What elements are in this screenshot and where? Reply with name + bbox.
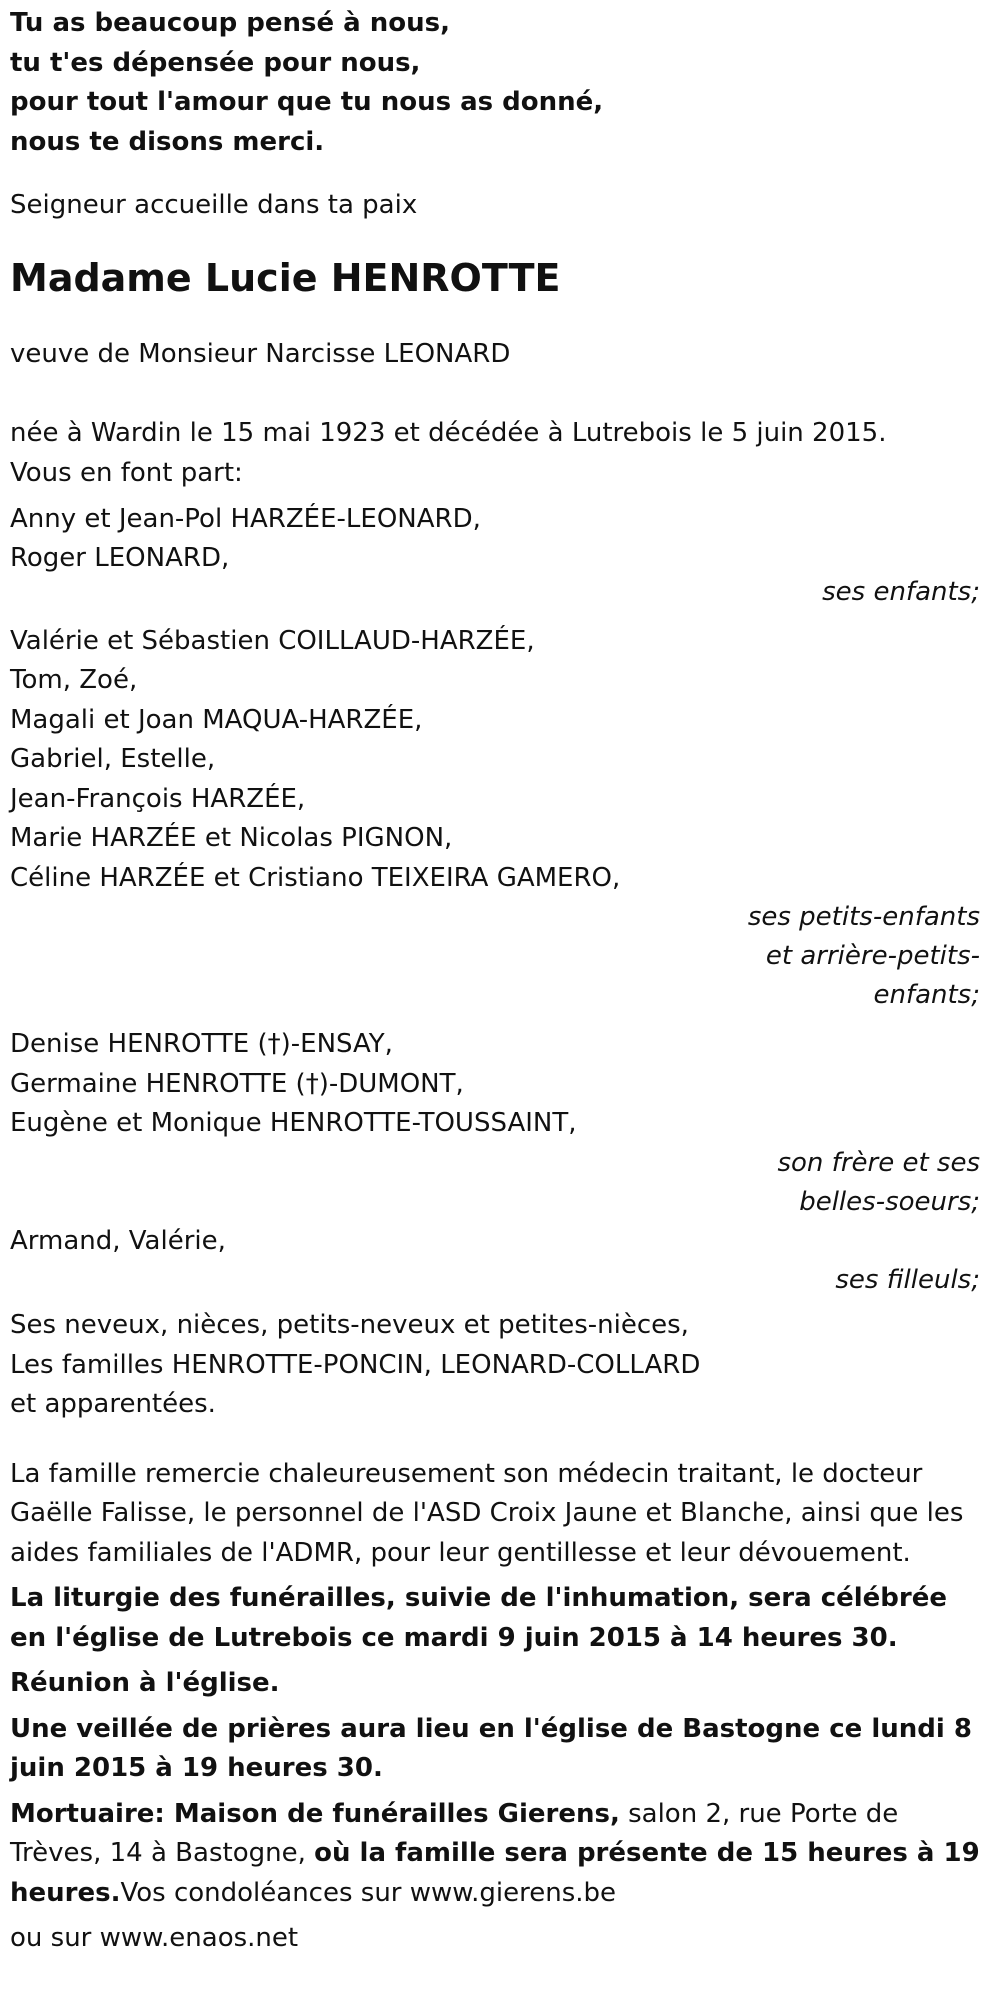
liturgy-paragraph: La liturgie des funérailles, suivie de l'inhumation, sera célébrée en l'église de Lutrebois ce mardi 9 juin 2015 à 14 heures 30. (10, 1583, 947, 1653)
greeting: Seigneur accueille dans ta paix (10, 190, 418, 221)
list-item: Valérie et Sébastien COILLAUD-HARZÉE, (10, 625, 535, 656)
godchildren-role: ses filleuls; (835, 1265, 980, 1296)
deceased-name: Madame Lucie HENROTTE (10, 255, 561, 300)
poem-line: pour tout l'amour que tu nous as donné, (10, 87, 604, 118)
list-item: et apparentées. (10, 1389, 216, 1420)
list-item: Roger LEONARD, (10, 543, 230, 574)
godchildren-group (10, 1222, 980, 1262)
list-item: Les familles HENROTTE-PONCIN, LEONARD-COLLARD (10, 1349, 701, 1380)
list-item: Anny et Jean-Pol HARZÉE-LEONARD, (10, 503, 481, 534)
thanks-paragraph: La famille remercie chaleureusement son médecin traitant, le docteur Gaëlle Falisse, le personnel de l'ASD Croix Jaune et Blanche, ainsi que les aides familiales de l'ADMR, pour leur gentillesse et leur dévouement. (10, 1458, 964, 1568)
list-item: Céline HARZÉE et Cristiano TEIXEIRA GAMERO, (10, 862, 621, 893)
list-item: Ses neveux, nièces, petits-neveux et petites-nièces, (10, 1310, 689, 1341)
siblings-role (10, 1144, 980, 1222)
siblings-group (10, 1025, 980, 1144)
mortuary-paragraph (10, 1795, 980, 1914)
announcement: Vous en font part: (10, 458, 243, 488)
birth-death: née à Wardin le 15 mai 1923 et décédée à Lutrebois le 5 juin 2015. (10, 418, 887, 449)
children-role: ses enfants; (822, 576, 980, 607)
alt-site-link[interactable]: ou sur www.enaos.net (10, 1923, 299, 1954)
extended-family (10, 1306, 980, 1425)
poem-line: tu t'es dépensée pour nous, (10, 47, 421, 78)
family-presence: où la famille sera présente de 15 heures à 19 heures. (10, 1838, 980, 1908)
children-group (10, 500, 980, 579)
role-line: et arrière-petits- (765, 941, 980, 972)
list-item: Denise HENROTTE (†)-ENSAY, (10, 1029, 393, 1060)
meeting-note: Réunion à l'église. (10, 1668, 280, 1699)
role-line: ses petits-enfants (747, 902, 980, 933)
list-item: Tom, Zoé, (10, 665, 138, 696)
list-item: Armand, Valérie, (10, 1225, 226, 1256)
poem (10, 4, 980, 162)
poem-line: Tu as beaucoup pensé à nous, (10, 8, 451, 38)
list-item: Eugène et Monique HENROTTE-TOUSSAINT, (10, 1108, 577, 1139)
obituary-page (0, 4, 990, 1959)
grandchildren-role (10, 898, 980, 1015)
vigil-paragraph: Une veillée de prières aura lieu en l'église de Bastogne ce lundi 8 juin 2015 à 19 heures 30. (10, 1713, 972, 1784)
widow-of: veuve de Monsieur Narcisse LEONARD (10, 338, 511, 369)
role-line: enfants; (873, 980, 980, 1011)
mortuary-label: Mortuaire: Maison de funérailles Gierens, (10, 1798, 620, 1829)
mortuary-address: salon 2, rue Porte de Trèves, 14 à Bastogne, (10, 1798, 899, 1869)
grandchildren-group (10, 622, 980, 899)
condolences-link[interactable]: Vos condoléances sur www.gierens.be (120, 1877, 617, 1908)
role-line: belles-soeurs; (799, 1186, 980, 1217)
list-item: Marie HARZÉE et Nicolas PIGNON, (10, 823, 453, 854)
role-line: son frère et ses (777, 1147, 980, 1178)
list-item: Jean-François HARZÉE, (10, 783, 306, 814)
list-item: Germaine HENROTTE (†)-DUMONT, (10, 1068, 464, 1099)
poem-line: nous te disons merci. (10, 126, 325, 157)
list-item: Gabriel, Estelle, (10, 744, 216, 775)
list-item: Magali et Joan MAQUA-HARZÉE, (10, 704, 423, 735)
